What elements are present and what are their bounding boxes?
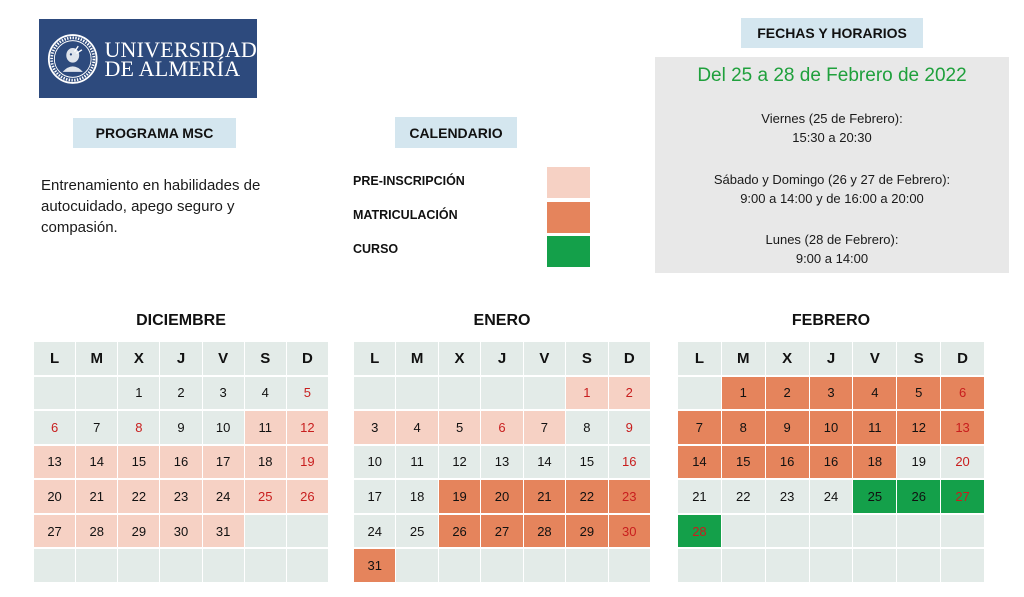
calendario-heading: CALENDARIO — [395, 117, 517, 148]
weekday-header: L — [34, 342, 75, 375]
legend-swatch-matriculacion — [547, 202, 590, 233]
university-name-line2: DE ALMERÍA — [104, 55, 241, 81]
calendar-day-enero: 13 — [481, 446, 522, 479]
calendar-empty-cell — [609, 549, 650, 582]
calendar-day-febrero: 10 — [810, 411, 853, 444]
calendar-day-febrero: 2 — [766, 377, 809, 410]
calendar-day-enero: 17 — [354, 480, 395, 513]
weekday-header: V — [853, 342, 896, 375]
weekday-header: J — [160, 342, 201, 375]
calendar-diciembre — [34, 342, 328, 582]
calendar-day-diciembre: 17 — [203, 446, 244, 479]
calendar-day-febrero: 3 — [810, 377, 853, 410]
calendar-day-febrero: 4 — [853, 377, 896, 410]
calendar-day-diciembre: 3 — [203, 377, 244, 410]
weekday-header: X — [766, 342, 809, 375]
calendar-day-febrero: 7 — [678, 411, 721, 444]
calendar-day-enero: 2 — [609, 377, 650, 410]
calendar-empty-cell — [34, 377, 75, 410]
calendar-day-enero: 26 — [439, 515, 480, 548]
calendar-day-enero: 20 — [481, 480, 522, 513]
weekday-header: X — [118, 342, 159, 375]
calendar-day-febrero: 5 — [897, 377, 940, 410]
calendar-day-diciembre: 19 — [287, 446, 328, 479]
calendar-day-enero: 3 — [354, 411, 395, 444]
calendar-day-enero: 1 — [566, 377, 607, 410]
calendar-day-febrero: 13 — [941, 411, 984, 444]
calendar-empty-cell — [481, 377, 522, 410]
calendar-empty-cell — [766, 549, 809, 582]
calendar-empty-cell — [160, 549, 201, 582]
weekday-header: M — [722, 342, 765, 375]
calendar-empty-cell — [118, 549, 159, 582]
calendar-day-enero: 30 — [609, 515, 650, 548]
weekday-header: D — [941, 342, 984, 375]
calendar-day-febrero: 26 — [897, 480, 940, 513]
calendar-day-febrero: 22 — [722, 480, 765, 513]
calendar-day-febrero: 24 — [810, 480, 853, 513]
calendar-day-diciembre: 10 — [203, 411, 244, 444]
calendar-day-febrero: 15 — [722, 446, 765, 479]
calendar-empty-cell — [810, 549, 853, 582]
calendar-day-enero: 12 — [439, 446, 480, 479]
calendar-day-enero: 7 — [524, 411, 565, 444]
weekday-header: S — [897, 342, 940, 375]
calendar-empty-cell — [481, 549, 522, 582]
calendar-empty-cell — [853, 515, 896, 548]
calendar-day-diciembre: 31 — [203, 515, 244, 548]
university-seal-icon — [47, 31, 98, 87]
weekday-header: M — [76, 342, 117, 375]
calendar-enero — [354, 342, 650, 582]
calendar-empty-cell — [396, 377, 437, 410]
calendar-day-febrero: 25 — [853, 480, 896, 513]
calendar-day-diciembre: 25 — [245, 480, 286, 513]
calendar-day-enero: 16 — [609, 446, 650, 479]
calendar-day-febrero: 8 — [722, 411, 765, 444]
calendar-day-diciembre: 12 — [287, 411, 328, 444]
calendar-day-diciembre: 16 — [160, 446, 201, 479]
calendar-day-diciembre: 15 — [118, 446, 159, 479]
legend-label-preinscripcion: PRE-INSCRIPCIÓN — [353, 174, 465, 188]
calendar-day-enero: 14 — [524, 446, 565, 479]
calendar-day-diciembre: 27 — [34, 515, 75, 548]
calendar-day-febrero: 23 — [766, 480, 809, 513]
calendar-empty-cell — [245, 515, 286, 548]
calendar-day-febrero: 21 — [678, 480, 721, 513]
university-logo — [39, 19, 257, 98]
calendar-empty-cell — [897, 515, 940, 548]
calendar-day-febrero: 1 — [722, 377, 765, 410]
calendar-day-enero: 4 — [396, 411, 437, 444]
calendar-empty-cell — [245, 549, 286, 582]
weekday-header: M — [396, 342, 437, 375]
weekday-header: J — [810, 342, 853, 375]
calendar-day-enero: 6 — [481, 411, 522, 444]
calendar-empty-cell — [941, 549, 984, 582]
calendar-day-enero: 25 — [396, 515, 437, 548]
calendar-day-diciembre: 11 — [245, 411, 286, 444]
calendar-day-diciembre: 7 — [76, 411, 117, 444]
calendar-empty-cell — [439, 549, 480, 582]
calendar-empty-cell — [76, 549, 117, 582]
calendar-day-diciembre: 4 — [245, 377, 286, 410]
calendar-day-enero: 18 — [396, 480, 437, 513]
calendar-empty-cell — [524, 549, 565, 582]
calendar-day-enero: 28 — [524, 515, 565, 548]
calendar-day-diciembre: 22 — [118, 480, 159, 513]
lunes-label: Lunes (28 de Febrero): — [765, 232, 899, 247]
calendar-empty-cell — [678, 377, 721, 410]
calendar-day-febrero: 20 — [941, 446, 984, 479]
calendar-empty-cell — [439, 377, 480, 410]
month-title-diciembre: DICIEMBRE — [136, 312, 226, 329]
calendar-day-enero: 8 — [566, 411, 607, 444]
calendar-day-febrero: 16 — [810, 446, 853, 479]
calendar-empty-cell — [853, 549, 896, 582]
calendar-day-diciembre: 5 — [287, 377, 328, 410]
calendar-day-diciembre: 29 — [118, 515, 159, 548]
weekday-header: V — [203, 342, 244, 375]
calendar-empty-cell — [287, 515, 328, 548]
calendar-day-enero: 29 — [566, 515, 607, 548]
calendar-day-diciembre: 18 — [245, 446, 286, 479]
calendar-day-enero: 21 — [524, 480, 565, 513]
calendar-febrero — [678, 342, 984, 582]
calendar-empty-cell — [941, 515, 984, 548]
calendar-empty-cell — [287, 549, 328, 582]
calendar-day-febrero: 18 — [853, 446, 896, 479]
calendar-empty-cell — [76, 377, 117, 410]
weekday-header: D — [287, 342, 328, 375]
calendar-day-enero: 23 — [609, 480, 650, 513]
calendar-empty-cell — [566, 549, 607, 582]
calendar-day-diciembre: 30 — [160, 515, 201, 548]
calendar-day-diciembre: 6 — [34, 411, 75, 444]
viernes-hours: 15:30 a 20:30 — [792, 130, 872, 145]
weekday-header: X — [439, 342, 480, 375]
calendar-day-febrero: 19 — [897, 446, 940, 479]
weekday-header: S — [245, 342, 286, 375]
month-title-febrero: FEBRERO — [791, 312, 871, 329]
weekday-header: J — [481, 342, 522, 375]
calendar-day-enero: 31 — [354, 549, 395, 582]
calendar-day-enero: 24 — [354, 515, 395, 548]
calendar-day-diciembre: 13 — [34, 446, 75, 479]
calendar-day-diciembre: 1 — [118, 377, 159, 410]
calendar-day-febrero: 14 — [678, 446, 721, 479]
month-title-enero: ENERO — [473, 312, 531, 329]
legend-label-curso: CURSO — [353, 242, 399, 256]
calendar-day-diciembre: 20 — [34, 480, 75, 513]
finde-hours: 9:00 a 14:00 y de 16:00 a 20:00 — [740, 191, 924, 206]
calendar-day-enero: 10 — [354, 446, 395, 479]
calendar-empty-cell — [203, 549, 244, 582]
programa-heading: PROGRAMA MSC — [73, 118, 236, 148]
calendar-day-enero: 19 — [439, 480, 480, 513]
weekday-header: L — [354, 342, 395, 375]
weekday-header: D — [609, 342, 650, 375]
calendar-empty-cell — [810, 515, 853, 548]
calendar-day-diciembre: 26 — [287, 480, 328, 513]
calendar-day-diciembre: 28 — [76, 515, 117, 548]
calendar-day-enero: 15 — [566, 446, 607, 479]
calendar-empty-cell — [354, 377, 395, 410]
calendar-day-febrero: 6 — [941, 377, 984, 410]
calendar-day-diciembre: 14 — [76, 446, 117, 479]
legend-swatch-preinscripcion — [547, 167, 590, 198]
calendar-empty-cell — [678, 549, 721, 582]
programa-description: Entrenamiento en habilidades de autocuidado, apego seguro y compasión. — [41, 177, 261, 236]
calendar-day-febrero: 27 — [941, 480, 984, 513]
calendar-day-febrero: 12 — [897, 411, 940, 444]
calendar-day-enero: 9 — [609, 411, 650, 444]
calendar-day-diciembre: 9 — [160, 411, 201, 444]
calendar-day-febrero: 28 — [678, 515, 721, 548]
calendar-day-diciembre: 21 — [76, 480, 117, 513]
calendar-empty-cell — [766, 515, 809, 548]
calendar-empty-cell — [34, 549, 75, 582]
calendar-empty-cell — [722, 515, 765, 548]
calendar-day-febrero: 9 — [766, 411, 809, 444]
calendar-day-febrero: 11 — [853, 411, 896, 444]
university-name — [104, 36, 257, 81]
calendar-day-enero: 22 — [566, 480, 607, 513]
weekday-header: V — [524, 342, 565, 375]
fechas-heading: FECHAS Y HORARIOS — [741, 18, 923, 48]
calendar-day-febrero: 16 — [766, 446, 809, 479]
lunes-hours: 9:00 a 14:00 — [795, 251, 869, 266]
finde-label: Sábado y Domingo (26 y 27 de Febrero): — [713, 172, 951, 187]
viernes-label: Viernes (25 de Febrero): — [761, 111, 903, 126]
weekday-header: L — [678, 342, 721, 375]
legend-swatch-curso — [547, 236, 590, 267]
legend-label-matriculacion: MATRICULACIÓN — [353, 208, 458, 222]
calendar-day-diciembre: 2 — [160, 377, 201, 410]
calendar-empty-cell — [396, 549, 437, 582]
calendar-empty-cell — [722, 549, 765, 582]
calendar-empty-cell — [524, 377, 565, 410]
university-name-line1: UNIVERSIDAD — [104, 36, 257, 62]
weekday-header: S — [566, 342, 607, 375]
calendar-day-diciembre: 8 — [118, 411, 159, 444]
calendar-empty-cell — [897, 549, 940, 582]
calendar-day-enero: 11 — [396, 446, 437, 479]
calendar-day-enero: 5 — [439, 411, 480, 444]
calendar-day-diciembre: 24 — [203, 480, 244, 513]
date-range: Del 25 a 28 de Febrero de 2022 — [697, 65, 967, 86]
calendar-day-diciembre: 23 — [160, 480, 201, 513]
fechas-panel — [655, 57, 1009, 273]
calendar-day-enero: 27 — [481, 515, 522, 548]
